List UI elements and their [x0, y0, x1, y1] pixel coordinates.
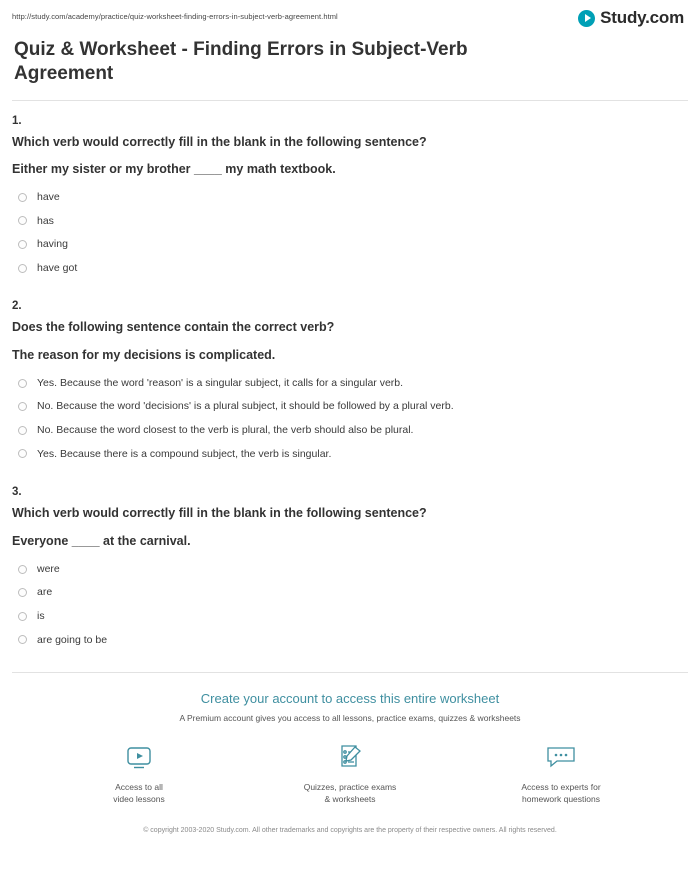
choice-label: No. Because the word closest to the verb is plural, the verb should also be plural. [37, 424, 414, 437]
choice-option[interactable] [18, 191, 688, 204]
radio-button-icon[interactable] [18, 612, 27, 621]
copyright-text: © copyright 2003-2020 Study.com. All other trademarks and copyrights are the property of their respective owners. All rights reserved. [143, 826, 557, 834]
choice-label: is [37, 609, 45, 622]
question-sentence: Everyone ____ at the carnival. [12, 533, 191, 548]
feature-line-2: video lessons [113, 794, 165, 805]
choice-option[interactable] [18, 262, 688, 275]
radio-button-icon[interactable] [18, 216, 27, 225]
choice-label: having [37, 238, 68, 251]
radio-button-icon[interactable] [18, 426, 27, 435]
choice-label: were [37, 562, 60, 575]
choice-list [12, 377, 688, 460]
promo-section [12, 672, 688, 836]
question-3 [12, 486, 688, 646]
question-number: 3. [12, 486, 22, 499]
page-title: Quiz & Worksheet - Finding Errors in Subject-Verb Agreement [14, 39, 468, 84]
question-prompt: Does the following sentence contain the correct verb? [12, 320, 335, 335]
feature-line-1: Access to experts for [521, 782, 601, 793]
question-number: 1. [12, 114, 22, 127]
chat-bubble-icon [499, 741, 624, 773]
question-1 [12, 115, 688, 275]
question-2 [12, 300, 688, 460]
choice-option[interactable] [18, 215, 688, 228]
radio-button-icon[interactable] [18, 264, 27, 273]
choice-list [12, 563, 688, 646]
question-number: 2. [12, 300, 22, 313]
promo-subtitle: A Premium account gives you access to all lessons, practice exams, quizzes & worksheets [179, 713, 521, 724]
choice-label: are [37, 586, 53, 599]
choice-option[interactable] [18, 400, 688, 413]
choice-option[interactable] [18, 610, 688, 623]
choice-option[interactable] [18, 448, 688, 461]
question-prompt: Which verb would correctly fill in the blank in the following sentence? [12, 134, 427, 149]
feature-line-2: homework questions [522, 794, 600, 805]
promo-title[interactable]: Create your account to access this entire worksheet [200, 691, 500, 707]
quiz-paper-icon [288, 741, 413, 773]
radio-button-icon[interactable] [18, 565, 27, 574]
choice-option[interactable] [18, 377, 688, 390]
feature-video-lessons [77, 741, 202, 806]
question-sentence: Either my sister or my brother ____ my math textbook. [12, 161, 336, 176]
radio-button-icon[interactable] [18, 449, 27, 458]
choice-label: are going to be [37, 633, 108, 646]
choice-label: have [37, 191, 60, 203]
play-circle-icon [578, 10, 595, 27]
feature-line-1: Access to all [115, 782, 163, 793]
brand-logo [578, 8, 688, 28]
brand-name: Study.com [600, 8, 684, 27]
question-sentence: The reason for my decisions is complicated. [12, 347, 276, 362]
choice-option[interactable] [18, 563, 688, 576]
question-prompt: Which verb would correctly fill in the blank in the following sentence? [12, 506, 427, 521]
choice-label: has [37, 214, 54, 227]
choice-list [12, 191, 688, 274]
choice-label: No. Because the word 'decisions' is a plural subject, it should be followed by a plural verb. [37, 400, 454, 413]
promo-features [12, 741, 688, 806]
radio-button-icon[interactable] [18, 402, 27, 411]
radio-button-icon[interactable] [18, 635, 27, 644]
choice-label: have got [37, 261, 78, 274]
radio-button-icon[interactable] [18, 588, 27, 597]
page-url: http://study.com/academy/practice/quiz-worksheet-finding-errors-in-subject-verb-agreement.html [12, 12, 338, 21]
video-play-icon [77, 741, 202, 773]
choice-option[interactable] [18, 238, 688, 251]
questions-list [12, 101, 688, 647]
radio-button-icon[interactable] [18, 240, 27, 249]
feature-experts [499, 741, 624, 806]
feature-quizzes [288, 741, 413, 806]
feature-line-2: & worksheets [324, 794, 376, 805]
page-header [12, 0, 688, 32]
choice-option[interactable] [18, 424, 688, 437]
feature-line-1: Quizzes, practice exams [303, 782, 397, 793]
choice-option[interactable] [18, 634, 688, 647]
radio-button-icon[interactable] [18, 193, 27, 202]
radio-button-icon[interactable] [18, 379, 27, 388]
choice-option[interactable] [18, 586, 688, 599]
choice-label: Yes. Because there is a compound subject, the verb is singular. [37, 447, 332, 460]
choice-label: Yes. Because the word 'reason' is a singular subject, it calls for a singular verb. [37, 376, 404, 389]
